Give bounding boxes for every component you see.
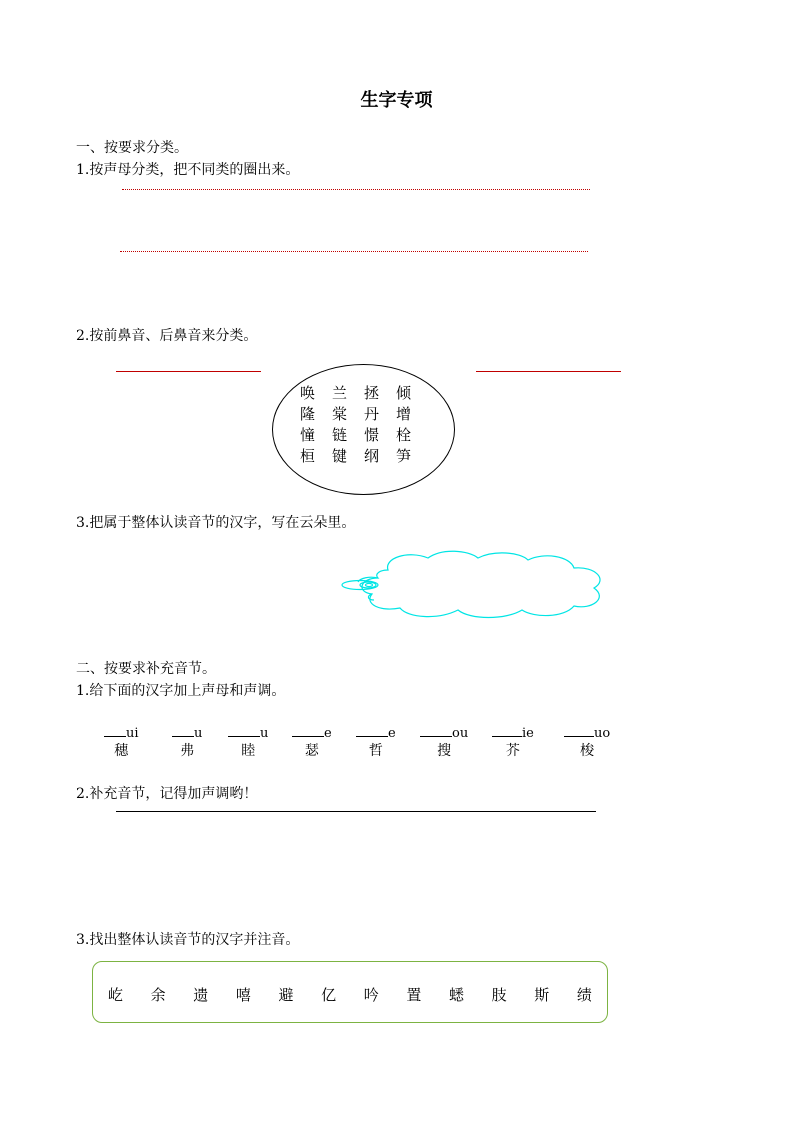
ellipse-char: 憧 (300, 426, 316, 444)
box-char: 斯 (534, 986, 550, 1004)
syllable-answer-line[interactable] (116, 811, 596, 812)
ellipse-char: 增 (396, 405, 412, 423)
ellipse-char: 链 (332, 426, 348, 444)
initial-blank[interactable] (172, 724, 194, 737)
item-char: 搜 (437, 743, 452, 759)
box-char: 肢 (491, 986, 507, 1004)
initial-blank[interactable] (228, 724, 260, 737)
ellipse-char: 键 (332, 447, 348, 465)
section2-q1: 1.给下面的汉字加上声母和声调。 (76, 683, 286, 699)
pinyin-item-2 (172, 724, 202, 760)
pinyin-item-3 (228, 724, 268, 760)
initial-blank[interactable] (104, 724, 126, 737)
answer-line-1[interactable] (122, 189, 590, 190)
pinyin-item-1 (104, 724, 139, 760)
ellipse-char: 隆 (300, 405, 316, 423)
pinyin-item-5 (356, 724, 396, 760)
ellipse-char: 憬 (364, 426, 380, 444)
item-char: 弗 (180, 743, 195, 759)
box-char: 屹 (108, 986, 124, 1004)
item-char: 瑟 (304, 743, 319, 759)
box-char: 避 (278, 986, 294, 1004)
section1-q3: 3.把属于整体认读音节的汉字，写在云朵里。 (76, 515, 356, 531)
answer-line-2[interactable] (120, 251, 588, 252)
ellipse-char: 唤 (300, 384, 316, 402)
box-char: 嘻 (235, 986, 251, 1004)
initial-blank[interactable] (492, 724, 522, 737)
section1-heading: 一、按要求分类。 (76, 140, 188, 156)
ellipse-char: 栓 (396, 426, 412, 444)
pinyin-item-6 (420, 724, 468, 760)
finals-text: uo (594, 726, 611, 741)
pinyin-item-7 (492, 724, 534, 760)
finals-text: e (324, 726, 332, 741)
section2-q2: 2.补充音节，记得加声调哟！ (76, 786, 258, 802)
initial-blank[interactable] (420, 724, 452, 737)
ellipse-char: 拯 (364, 384, 380, 402)
finals-text: ui (126, 726, 139, 741)
cloud-shape[interactable] (338, 548, 610, 622)
finals-text: ou (452, 726, 469, 741)
section1-q2: 2.按前鼻音、后鼻音来分类。 (76, 328, 258, 344)
item-char: 哲 (368, 743, 383, 759)
section1-q1: 1.按声母分类，把不同类的圈出来。 (76, 162, 300, 178)
initial-blank[interactable] (564, 724, 594, 737)
item-char: 梭 (580, 743, 595, 759)
ellipse-char: 丹 (364, 405, 380, 423)
pinyin-item-4 (292, 724, 332, 760)
pinyin-item-8 (564, 724, 610, 760)
item-char: 睦 (241, 743, 256, 759)
box-char: 绩 (576, 986, 592, 1004)
initial-blank[interactable] (356, 724, 388, 737)
back-nasal-line[interactable] (476, 371, 621, 372)
box-char: 吟 (363, 986, 379, 1004)
finals-text: e (388, 726, 396, 741)
finals-text: u (194, 726, 203, 741)
ellipse-char: 桓 (300, 447, 316, 465)
item-char: 穗 (114, 743, 129, 759)
initial-blank[interactable] (292, 724, 324, 737)
box-char: 置 (406, 986, 422, 1004)
ellipse-char: 纲 (364, 447, 380, 465)
box-char: 蟋 (449, 986, 465, 1004)
ellipse-character-grid (300, 384, 428, 465)
item-char: 芥 (505, 743, 520, 759)
section2-heading: 二、按要求补充音节。 (76, 661, 216, 677)
box-char: 余 (150, 986, 166, 1004)
box-char: 亿 (321, 986, 337, 1004)
ellipse-char: 兰 (332, 384, 348, 402)
finals-text: u (260, 726, 269, 741)
box-character-row (108, 984, 592, 1005)
ellipse-char: 笋 (396, 447, 412, 465)
section2-q3: 3.找出整体认读音节的汉字并注音。 (76, 932, 300, 948)
box-char: 遗 (193, 986, 209, 1004)
page-title: 生字专项 (360, 90, 433, 111)
finals-text: ie (522, 726, 534, 741)
ellipse-char: 倾 (396, 384, 412, 402)
ellipse-char: 棠 (332, 405, 348, 423)
front-nasal-line[interactable] (116, 371, 261, 372)
